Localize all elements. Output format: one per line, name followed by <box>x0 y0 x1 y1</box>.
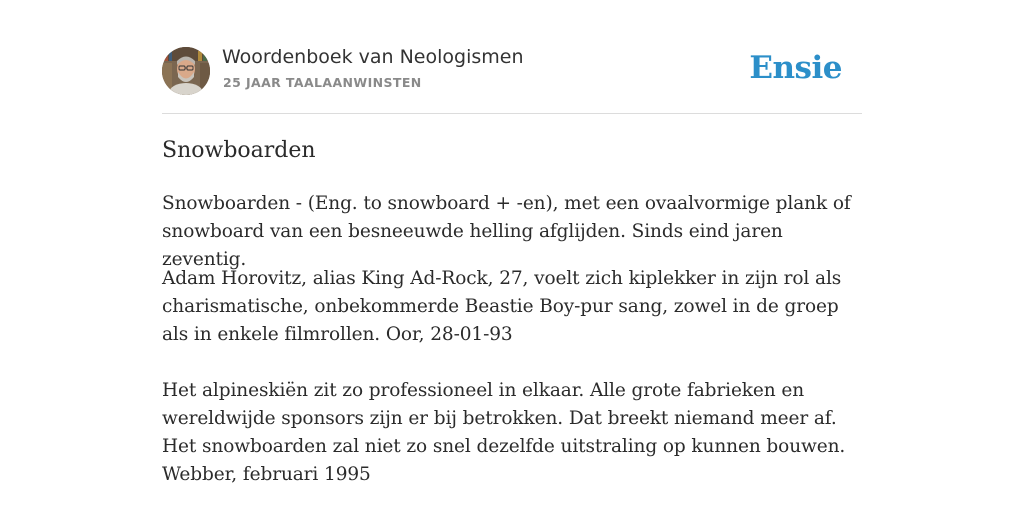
entry-quote: Het alpineskiën zit zo professioneel in elkaar. Alle grote fabrieken en wereldwijde sponsors zijn er bij betrokken. Dat breekt niemand meer af. Het snowboarden zal niet zo snel dezelfde uitstraling op kunnen bouwen. Webber, februari 1995 <box>162 380 846 485</box>
avatar[interactable] <box>162 47 210 95</box>
entry-definition: Snowboarden - (Eng. to snowboard + -en), met een ovaalvormige plank of snowboard van een besneeuwde helling afglijden. Sinds eind jaren zeventig. <box>162 193 851 270</box>
brand-logo[interactable]: Ensie <box>749 50 842 86</box>
entry-quote: Adam Horovitz, alias King Ad-Rock, 27, voelt zich kiplekker in zijn rol als charismatische, onbekommerde Beastie Boy-pur sang, zowel in de groep als in enkele filmrollen. Oor, 28-01-93 <box>162 268 842 345</box>
page-container <box>162 0 862 485</box>
author-portrait-icon <box>162 47 210 95</box>
entry-title: Snowboarden <box>162 138 316 163</box>
header <box>162 0 862 114</box>
source-title[interactable]: Woordenboek van Neologismen <box>222 46 524 68</box>
source-subtitle: 25 JAAR TAALAANWINSTEN <box>223 75 422 90</box>
